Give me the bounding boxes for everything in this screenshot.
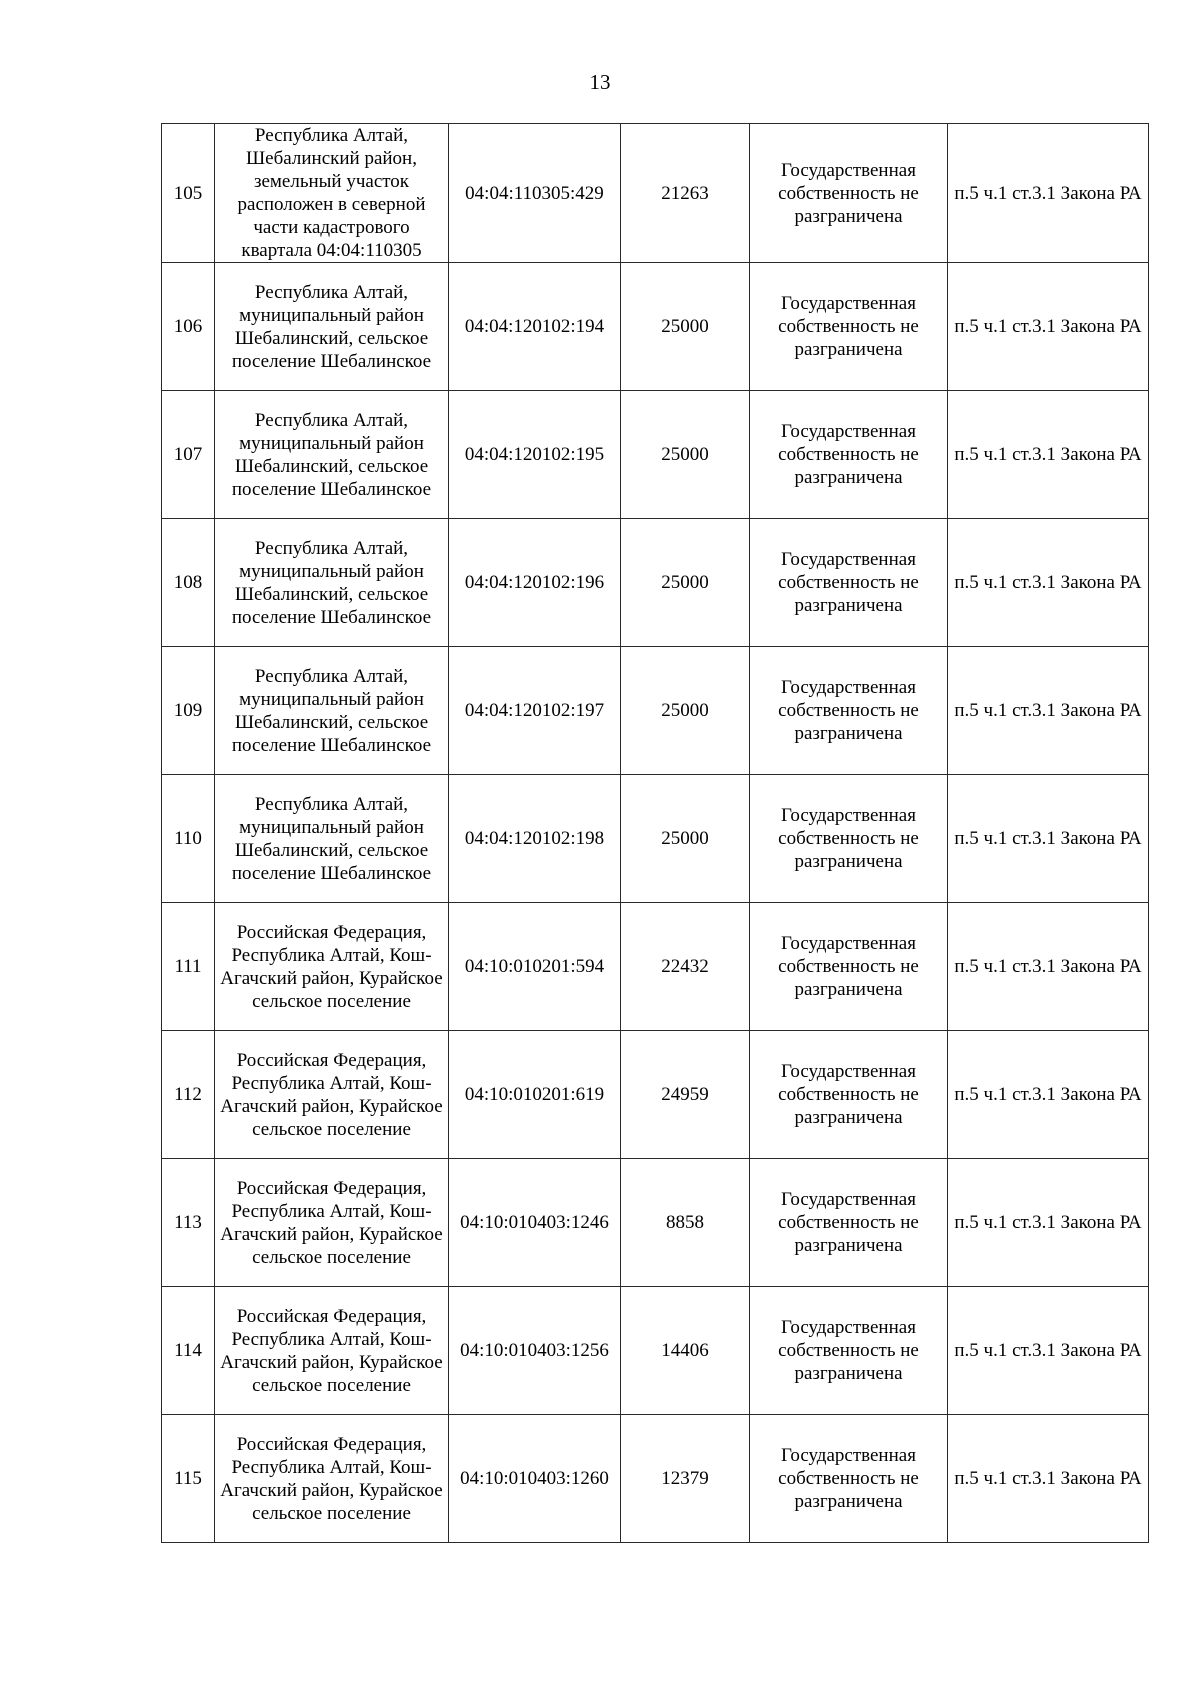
row-number: 111 (162, 903, 215, 1031)
legal-basis-cell: п.5 ч.1 ст.3.1 Закона РА (948, 775, 1149, 903)
cadastral-number-cell: 04:10:010403:1260 (449, 1415, 621, 1543)
land-plot-table (161, 123, 1149, 1543)
cadastral-number-cell: 04:04:120102:198 (449, 775, 621, 903)
area-cell: 22432 (621, 903, 750, 1031)
legal-basis-cell: п.5 ч.1 ст.3.1 Закона РА (948, 647, 1149, 775)
cadastral-number-cell: 04:10:010201:594 (449, 903, 621, 1031)
ownership-cell: Государственная собственность не разграничена (750, 903, 948, 1031)
location-cell: Республика Алтай, муниципальный район Шебалинский, сельское поселение Шебалинское (215, 519, 449, 647)
cadastral-number-cell: 04:10:010403:1256 (449, 1287, 621, 1415)
ownership-cell: Государственная собственность не разграничена (750, 124, 948, 263)
area-cell: 25000 (621, 391, 750, 519)
row-number: 107 (162, 391, 215, 519)
table-row (162, 391, 1149, 519)
ownership-cell: Государственная собственность не разграничена (750, 1159, 948, 1287)
area-cell: 24959 (621, 1031, 750, 1159)
ownership-cell: Государственная собственность не разграничена (750, 1287, 948, 1415)
legal-basis-cell: п.5 ч.1 ст.3.1 Закона РА (948, 519, 1149, 647)
ownership-cell: Государственная собственность не разграничена (750, 775, 948, 903)
location-cell: Российская Федерация, Республика Алтай, Кош-Агачский район, Курайское сельское поселение (215, 1415, 449, 1543)
table-row (162, 903, 1149, 1031)
page-number: 13 (589, 70, 611, 94)
location-cell: Республика Алтай, муниципальный район Шебалинский, сельское поселение Шебалинское (215, 263, 449, 391)
location-cell: Республика Алтай, Шебалинский район, земельный участок расположен в северной части кадастрового квартала 04:04:110305 (215, 124, 449, 263)
table-row (162, 1031, 1149, 1159)
area-cell: 12379 (621, 1415, 750, 1543)
area-cell: 25000 (621, 263, 750, 391)
table-row (162, 775, 1149, 903)
area-cell: 21263 (621, 124, 750, 263)
legal-basis-cell: п.5 ч.1 ст.3.1 Закона РА (948, 124, 1149, 263)
row-number: 108 (162, 519, 215, 647)
location-cell: Российская Федерация, Республика Алтай, Кош-Агачский район, Курайское сельское поселение (215, 903, 449, 1031)
ownership-cell: Государственная собственность не разграничена (750, 391, 948, 519)
legal-basis-cell: п.5 ч.1 ст.3.1 Закона РА (948, 263, 1149, 391)
row-number: 114 (162, 1287, 215, 1415)
table-row (162, 1159, 1149, 1287)
table-row (162, 124, 1149, 263)
area-cell: 8858 (621, 1159, 750, 1287)
row-number: 106 (162, 263, 215, 391)
location-cell: Российская Федерация, Республика Алтай, Кош-Агачский район, Курайское сельское поселение (215, 1031, 449, 1159)
legal-basis-cell: п.5 ч.1 ст.3.1 Закона РА (948, 391, 1149, 519)
area-cell: 25000 (621, 647, 750, 775)
cadastral-number-cell: 04:10:010201:619 (449, 1031, 621, 1159)
row-number: 110 (162, 775, 215, 903)
ownership-cell: Государственная собственность не разграничена (750, 647, 948, 775)
legal-basis-cell: п.5 ч.1 ст.3.1 Закона РА (948, 1159, 1149, 1287)
location-cell: Республика Алтай, муниципальный район Шебалинский, сельское поселение Шебалинское (215, 391, 449, 519)
legal-basis-cell: п.5 ч.1 ст.3.1 Закона РА (948, 1031, 1149, 1159)
row-number: 109 (162, 647, 215, 775)
cadastral-number-cell: 04:04:120102:196 (449, 519, 621, 647)
area-cell: 25000 (621, 775, 750, 903)
location-cell: Российская Федерация, Республика Алтай, Кош-Агачский район, Курайское сельское поселение (215, 1159, 449, 1287)
table-row (162, 263, 1149, 391)
ownership-cell: Государственная собственность не разграничена (750, 1031, 948, 1159)
table-row (162, 647, 1149, 775)
table-row (162, 1287, 1149, 1415)
cadastral-number-cell: 04:04:120102:197 (449, 647, 621, 775)
row-number: 113 (162, 1159, 215, 1287)
location-cell: Российская Федерация, Республика Алтай, Кош-Агачский район, Курайское сельское поселение (215, 1287, 449, 1415)
legal-basis-cell: п.5 ч.1 ст.3.1 Закона РА (948, 1287, 1149, 1415)
row-number: 112 (162, 1031, 215, 1159)
legal-basis-cell: п.5 ч.1 ст.3.1 Закона РА (948, 1415, 1149, 1543)
row-number: 115 (162, 1415, 215, 1543)
row-number: 105 (162, 124, 215, 263)
cadastral-number-cell: 04:04:110305:429 (449, 124, 621, 263)
location-cell: Республика Алтай, муниципальный район Шебалинский, сельское поселение Шебалинское (215, 775, 449, 903)
table-row (162, 519, 1149, 647)
area-cell: 25000 (621, 519, 750, 647)
ownership-cell: Государственная собственность не разграничена (750, 1415, 948, 1543)
cadastral-number-cell: 04:04:120102:195 (449, 391, 621, 519)
area-cell: 14406 (621, 1287, 750, 1415)
cadastral-number-cell: 04:10:010403:1246 (449, 1159, 621, 1287)
ownership-cell: Государственная собственность не разграничена (750, 519, 948, 647)
legal-basis-cell: п.5 ч.1 ст.3.1 Закона РА (948, 903, 1149, 1031)
location-cell: Республика Алтай, муниципальный район Шебалинский, сельское поселение Шебалинское (215, 647, 449, 775)
ownership-cell: Государственная собственность не разграничена (750, 263, 948, 391)
cadastral-number-cell: 04:04:120102:194 (449, 263, 621, 391)
table-row (162, 1415, 1149, 1543)
